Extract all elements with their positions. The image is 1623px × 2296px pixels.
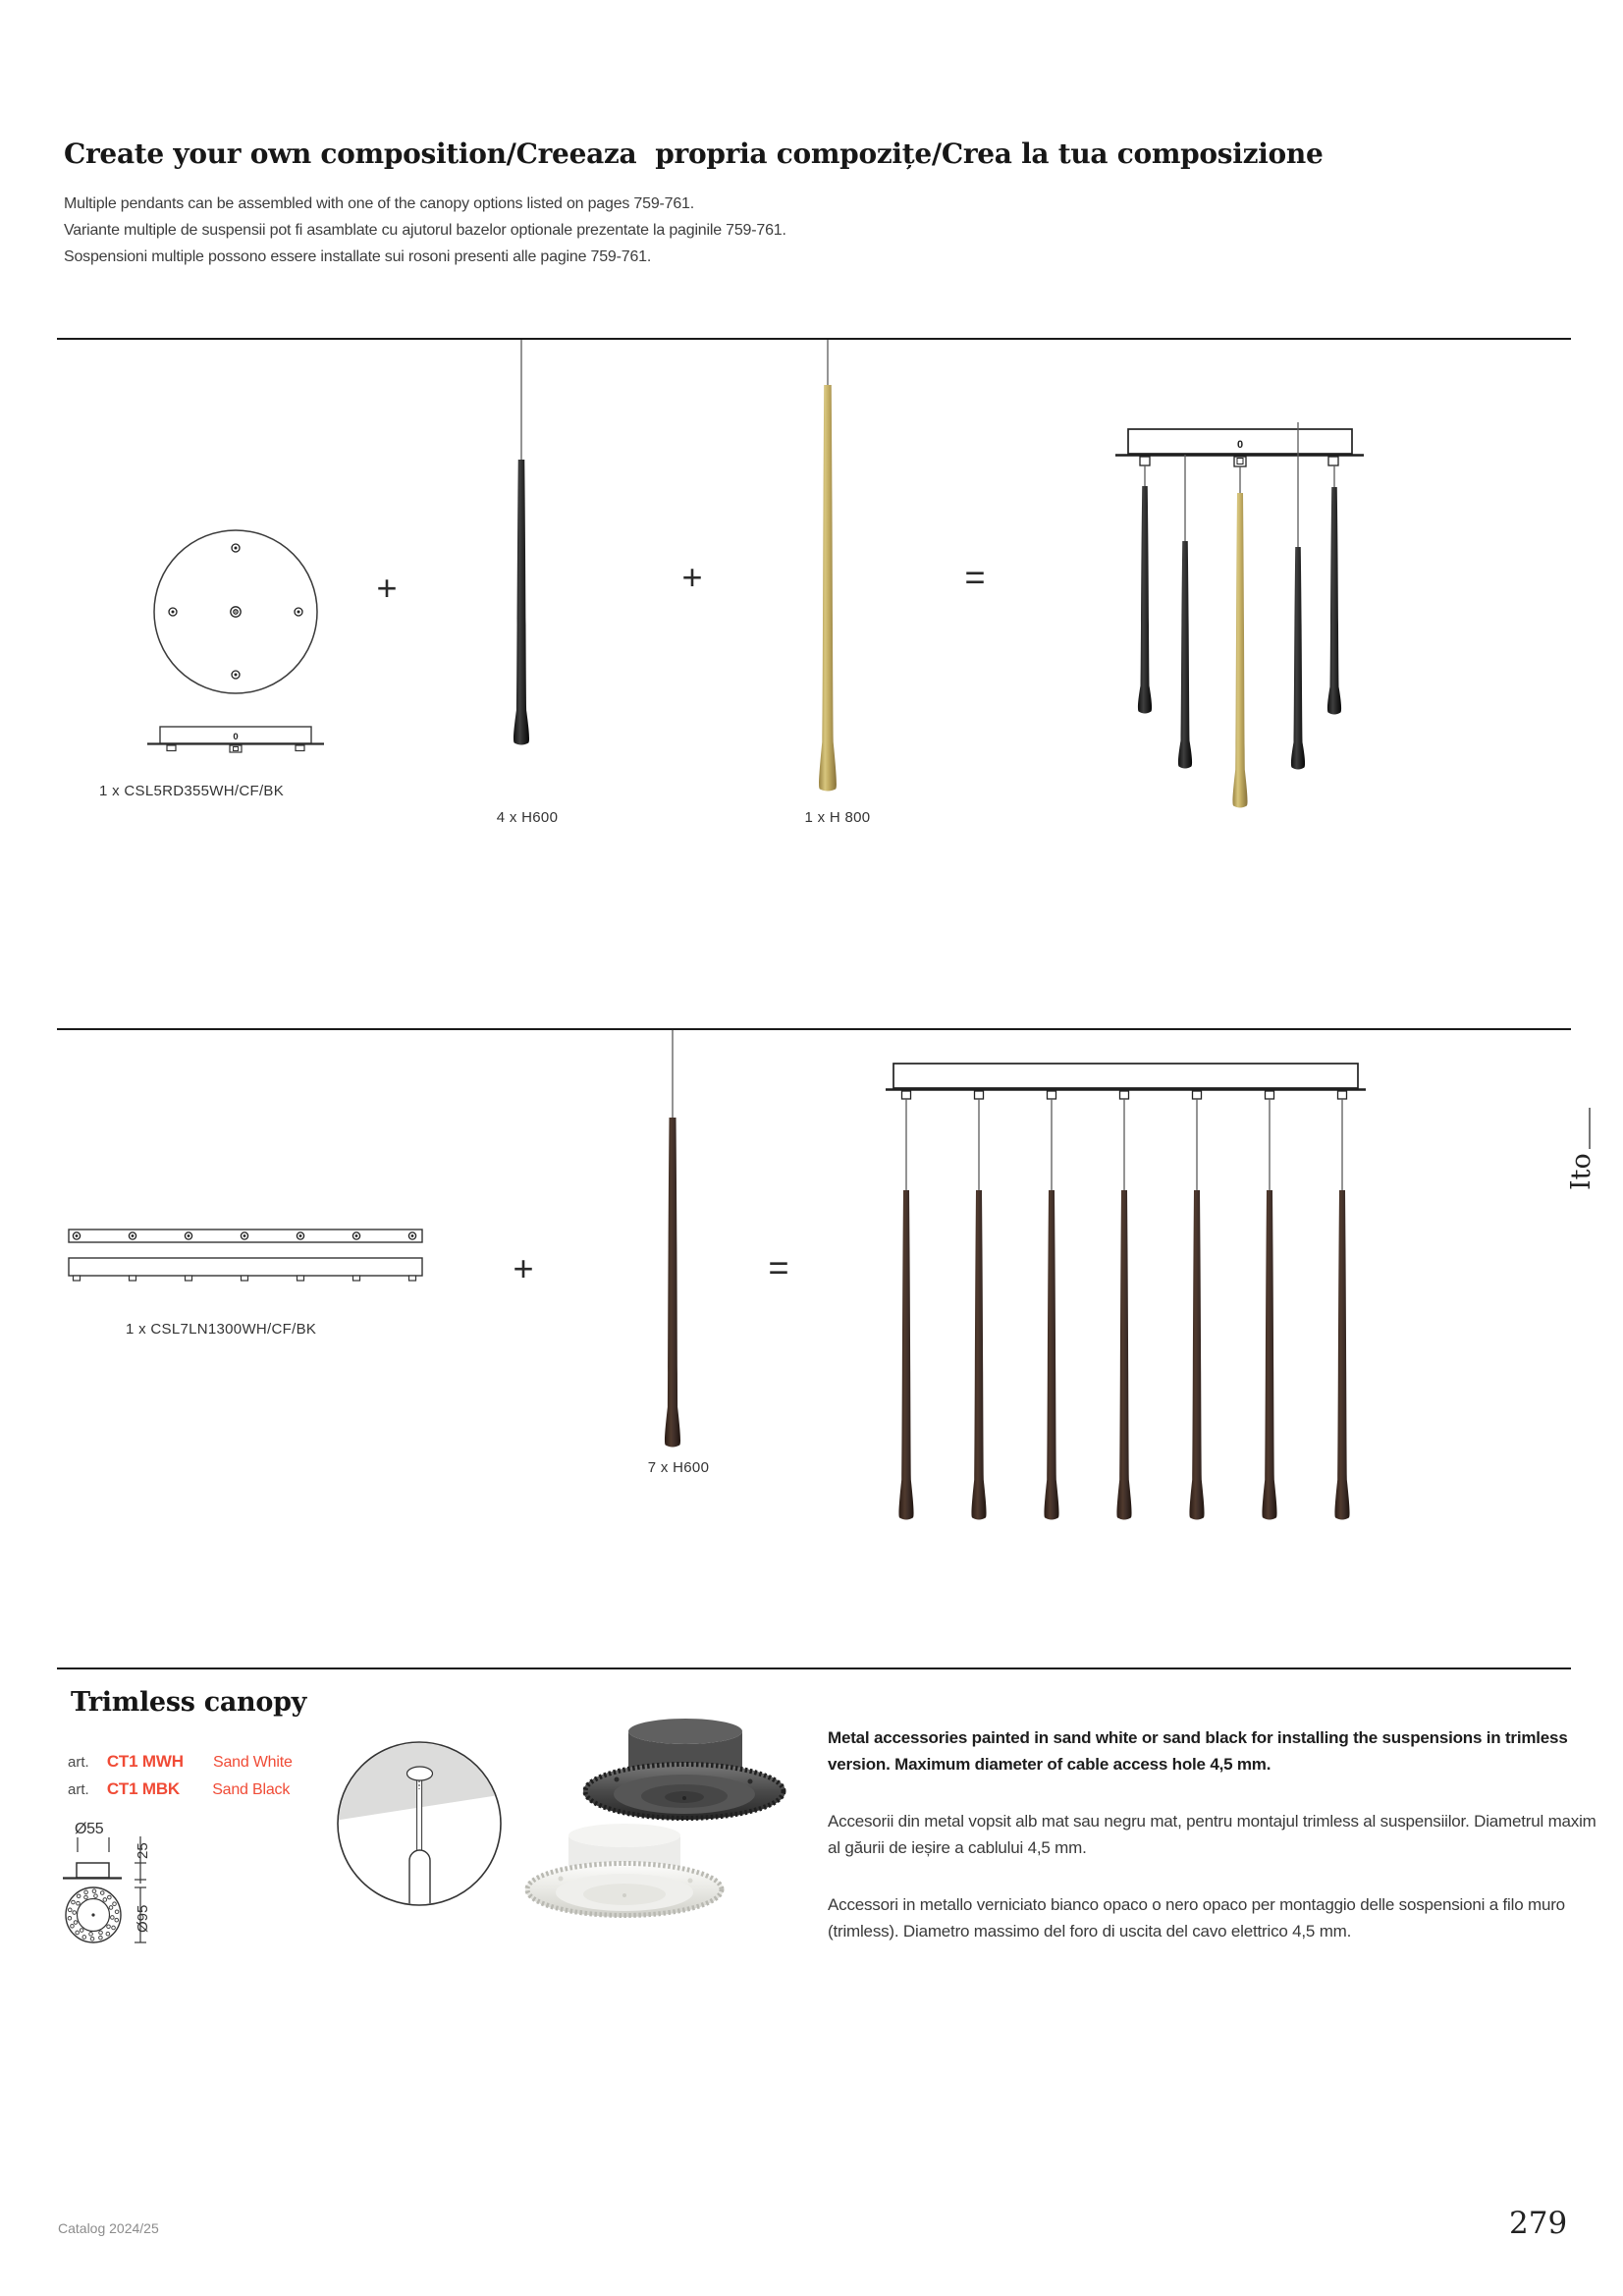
pendant-drawings [514, 340, 1350, 1520]
art-code: CT1 MWH [106, 1752, 184, 1771]
trimless-description-ro: Accesorii din metal vopsit alb mat sau negru mat, pentru montajul trimless al suspensiilor. Diametrul maxim al găurii de ieșire a cablului 4,5 mm. [828, 1812, 1596, 1857]
trimless-description-en: Metal accessories painted in sand white or sand black for installing the suspensions in trimless version. Maximum diameter of cable access hole 4,5 mm. [828, 1728, 1568, 1774]
canopy2-code-label: 1 x CSL7LN1300WH/CF/BK [126, 1321, 317, 1338]
intro-line-it: Sospensioni multiple possono essere installate sui rosoni presenti alle pagine 759-761. [64, 248, 652, 265]
art-row-black [68, 1779, 290, 1799]
pendant-drawing [1327, 465, 1341, 715]
round-canopy-side-view [147, 727, 324, 752]
intro-line-ro: Variante multiple de suspensii pot fi asamblate cu ajutorul bazelor optionale prezentate la paginile 759-761. [64, 222, 786, 239]
pendant-drawing [1232, 466, 1247, 808]
equals-sign: = [964, 557, 986, 597]
pendant-drawing [1334, 1099, 1349, 1520]
art-finish: Sand Black [212, 1781, 291, 1798]
pendant-drawing [1291, 422, 1305, 770]
assembled-canopy-zero-label: 0 [1236, 439, 1244, 451]
intro-block [64, 191, 786, 270]
art-code: CT1 MBK [106, 1779, 181, 1798]
pendant-drawing [1044, 1099, 1058, 1520]
pendant-drawing [1116, 1099, 1131, 1520]
pendant-drawing [1178, 455, 1192, 769]
trimless-canopy-photo-white [525, 1824, 724, 1917]
pendant1-qty-label: 4 x H600 [496, 809, 559, 826]
assembled-canopy-row2 [886, 1064, 1366, 1099]
footer-page-number: 279 [1509, 2206, 1568, 2241]
canopy1-code-label: 1 x CSL5RD355WH/CF/BK [99, 783, 285, 799]
trimless-description-it: Accessori in metallo verniciato bianco opaco o nero opaco per montaggio delle sospensioni a filo muro (trimless). Diametro massimo del foro di uscita del cavo elettrico 4,5 mm. [828, 1895, 1565, 1941]
art-prefix: art. [68, 1781, 89, 1798]
pendant-drawing [1189, 1099, 1204, 1520]
dim-diameter-base: Ø95 [135, 1904, 151, 1933]
pendant-drawing [898, 1099, 913, 1520]
round-canopy-top-view [154, 530, 317, 693]
art-finish: Sand White [212, 1754, 293, 1771]
equals-sign: = [768, 1247, 789, 1287]
pendant-drawing [819, 340, 837, 792]
pendant3-qty-label: 7 x H600 [647, 1459, 710, 1476]
art-row-white [68, 1752, 293, 1772]
dim-height: 25 [135, 1842, 151, 1859]
footer-catalog: Catalog 2024/25 [58, 2220, 159, 2236]
linear-canopy-top-view [69, 1230, 422, 1242]
trimless-install-diagram [334, 1731, 506, 1921]
trimless-canopy-photo-black [583, 1719, 785, 1820]
plus-sign: + [376, 568, 398, 608]
intro-line-en: Multiple pendants can be assembled with one of the canopy options listed on pages 759-761. [64, 195, 695, 212]
trimless-heading: Trimless canopy [71, 1687, 307, 1718]
canopy-zero-label: 0 [233, 732, 239, 742]
pendant2-qty-label: 1 x H 800 [804, 809, 871, 826]
pendant-drawing [514, 340, 529, 745]
pendant-drawing [1138, 465, 1152, 714]
pendant-drawing [1262, 1099, 1276, 1520]
page-title: Create your own composition/Creeaza propria compozițe/Crea la tua composizione [64, 137, 1324, 170]
pendant-drawing [665, 1030, 680, 1448]
plus-sign: + [513, 1248, 534, 1288]
assembled-canopy-row1 [1115, 429, 1364, 466]
pendant-drawing [971, 1099, 986, 1520]
trimless-dimension-drawing [63, 1821, 151, 1942]
dim-diameter-top: Ø55 [75, 1821, 104, 1837]
ito-label: Ito [1566, 1153, 1596, 1190]
ito-side-tab [1566, 1108, 1596, 1190]
linear-canopy-side-view [69, 1258, 422, 1281]
plus-sign: + [681, 557, 703, 597]
art-prefix: art. [68, 1754, 89, 1771]
